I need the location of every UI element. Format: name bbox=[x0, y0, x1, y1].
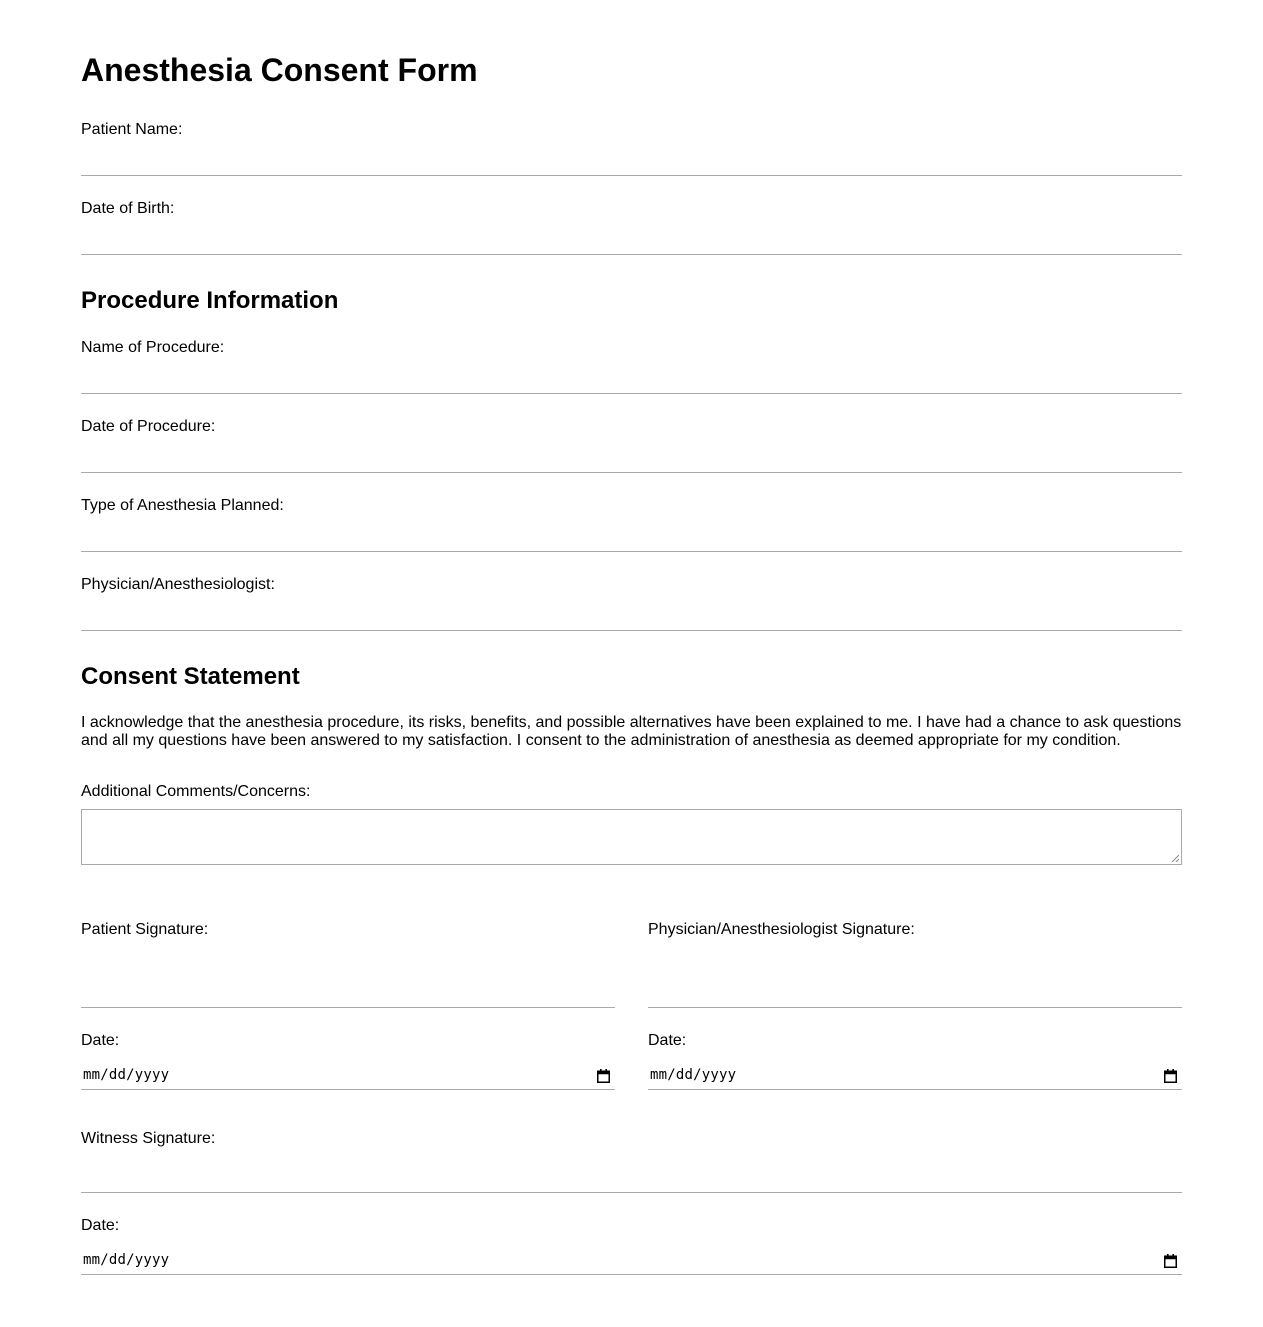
procedure-section-title: Procedure Information bbox=[81, 287, 339, 314]
patient-name-label: Patient Name: bbox=[81, 121, 183, 138]
physician-signature-label: Physician/Anesthesiologist Signature: bbox=[648, 921, 915, 938]
date-placeholder: mm/dd/yyyy bbox=[83, 1067, 170, 1083]
patient-signature-label: Patient Signature: bbox=[81, 921, 209, 938]
comments-label: Additional Comments/Concerns: bbox=[81, 783, 311, 800]
witness-date-input[interactable] bbox=[81, 1247, 1182, 1275]
date-placeholder: mm/dd/yyyy bbox=[650, 1067, 737, 1083]
resize-grip-icon[interactable] bbox=[1171, 854, 1179, 862]
physician-input[interactable] bbox=[81, 603, 1182, 631]
consent-section-title: Consent Statement bbox=[81, 663, 300, 690]
patient-signature-input[interactable] bbox=[81, 980, 615, 1008]
patient-date-label: Date: bbox=[81, 1032, 120, 1049]
physician-date-label: Date: bbox=[648, 1032, 687, 1049]
witness-date-label: Date: bbox=[81, 1217, 120, 1234]
physician-label: Physician/Anesthesiologist: bbox=[81, 576, 275, 593]
patient-date-input[interactable] bbox=[81, 1062, 615, 1090]
procedure-date-input[interactable] bbox=[81, 445, 1182, 473]
calendar-icon[interactable] bbox=[1164, 1254, 1177, 1268]
witness-signature-input[interactable] bbox=[81, 1165, 1182, 1193]
patient-name-input[interactable] bbox=[81, 148, 1182, 176]
physician-signature-input[interactable] bbox=[648, 980, 1182, 1008]
anesthesia-type-input[interactable] bbox=[81, 524, 1182, 552]
date-placeholder: mm/dd/yyyy bbox=[83, 1252, 170, 1268]
calendar-icon[interactable] bbox=[1164, 1069, 1177, 1083]
page-title: Anesthesia Consent Form bbox=[81, 52, 478, 88]
procedure-name-label: Name of Procedure: bbox=[81, 339, 225, 356]
anesthesia-type-label: Type of Anesthesia Planned: bbox=[81, 497, 284, 514]
comments-textarea[interactable] bbox=[81, 809, 1182, 865]
physician-date-input[interactable] bbox=[648, 1062, 1182, 1090]
dob-input[interactable] bbox=[81, 227, 1182, 255]
procedure-date-label: Date of Procedure: bbox=[81, 418, 216, 435]
procedure-name-input[interactable] bbox=[81, 366, 1182, 394]
consent-text: I acknowledge that the anesthesia procedure, its risks, benefits, and possible alternatives have been explained to me. I have had a chance to ask questions and all my questions have been answered to my satisfaction. I consent to the administration of anesthesia as deemed appropriate for my condition. bbox=[81, 714, 1182, 749]
dob-label: Date of Birth: bbox=[81, 200, 175, 217]
witness-signature-label: Witness Signature: bbox=[81, 1130, 216, 1147]
calendar-icon[interactable] bbox=[597, 1069, 610, 1083]
